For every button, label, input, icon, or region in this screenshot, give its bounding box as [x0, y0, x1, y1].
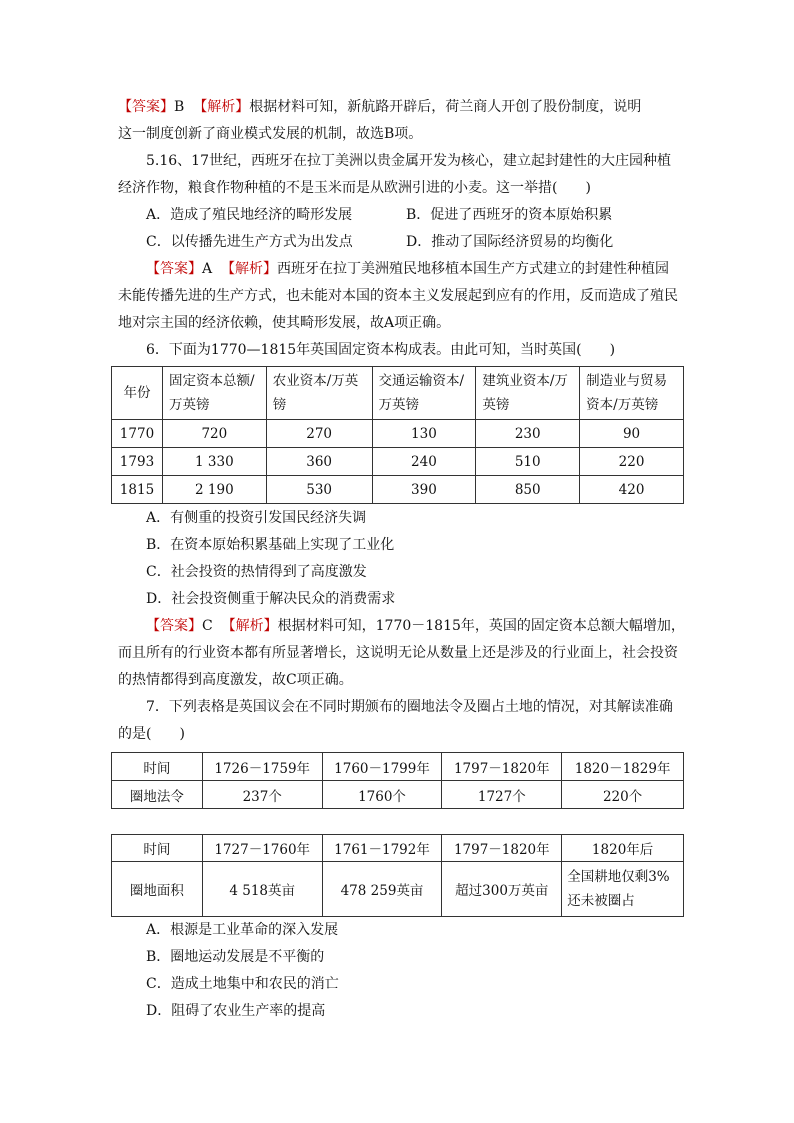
header-cell: 1727－1760年 — [202, 835, 322, 862]
analysis-text: 根据材料可知，1770－1815年，英国的固定资本总额大幅增加， — [277, 618, 685, 634]
table-row — [112, 476, 684, 504]
analysis-text: 根据材料可知，新航路开辟后，荷兰商人开创了股份制度，说明 — [249, 99, 642, 115]
table-cell: 圈地面积 — [112, 862, 203, 917]
q6-capital-table — [111, 366, 684, 504]
q5-option-a: A．造成了殖民地经济的畸形发展 — [146, 207, 353, 223]
q6-answer-line-1 — [146, 615, 706, 637]
q7-enclosure-area-table — [111, 834, 684, 917]
header-cell: 时间 — [112, 835, 203, 862]
table-cell: 478 259英亩 — [322, 862, 442, 917]
header-cell: 1761－1792年 — [322, 835, 442, 862]
q5-answer-line-3: 地对宗主国的经济依赖，使其畸形发展，故A项正确。 — [118, 315, 451, 331]
table-cell: 1793 — [112, 448, 163, 476]
table-cell: 390 — [372, 476, 476, 504]
table-cell: 850 — [476, 476, 580, 504]
table-cell: 圈地法令 — [112, 781, 203, 809]
q6-answer-line-3: 的热情都得到高度激发，故C项正确。 — [118, 672, 353, 688]
header-cell: 1797－1820年 — [442, 753, 562, 781]
answer-tag: 【答案】 — [146, 261, 202, 277]
q5-option-d: D．推动了国际经济贸易的均衡化 — [406, 234, 614, 250]
q4-answer-line-1 — [118, 96, 678, 118]
table-cell: 1815 — [112, 476, 163, 504]
table-cell: 全国耕地仅剩3% 还未被圈占 — [562, 862, 684, 917]
table-cell: 130 — [372, 420, 476, 448]
table-cell: 237个 — [202, 781, 322, 809]
q7-option-c: C．造成土地集中和农民的消亡 — [146, 976, 339, 992]
answer-letter: C — [202, 618, 213, 634]
answer-tag: 【答案】 — [146, 618, 202, 634]
header-cell: 1820－1829年 — [562, 753, 684, 781]
q5-answer-line-2: 未能传播先进的生产方式，也未能对本国的资本主义发展起到应有的作用，反而造成了殖民 — [118, 288, 678, 304]
table-cell: 1760个 — [322, 781, 442, 809]
header-cell: 1797－1820年 — [442, 835, 562, 862]
q5-stem-line-1: 5.16、17世纪，西班牙在拉丁美洲以贵金属开发为核心，建立起封建性的大庄园种植 — [146, 153, 671, 169]
header-cell: 年份 — [112, 367, 163, 420]
table-cell: 240 — [372, 448, 476, 476]
q6-option-d: D．社会投资侧重于解决民众的消费需求 — [146, 591, 396, 607]
table-header-row — [112, 753, 684, 781]
q6-answer-line-2: 而且所有的行业资本都有所显著增长，这说明无论从数量上还是涉及的行业面上，社会投资 — [118, 645, 678, 661]
table-header-row — [112, 367, 684, 420]
q5-option-b: B．促进了西班牙的资本原始积累 — [406, 207, 613, 223]
analysis-tag: 【解析】 — [221, 618, 278, 634]
table-cell: 1727个 — [442, 781, 562, 809]
table-cell: 220 — [580, 448, 684, 476]
q6-option-c: C．社会投资的热情得到了高度激发 — [146, 564, 367, 580]
header-cell: 1760－1799年 — [322, 753, 442, 781]
header-cell: 制造业与贸易 资本/万英镑 — [580, 367, 684, 420]
q4-answer-line-2: 这一制度创新了商业模式发展的机制，故选B项。 — [118, 126, 423, 142]
answer-letter: B — [174, 99, 185, 115]
table-cell: 4 518英亩 — [202, 862, 322, 917]
header-cell: 交通运输资本/ 万英镑 — [372, 367, 476, 420]
q6-option-a: A．有侧重的投资引发国民经济失调 — [146, 510, 367, 526]
q6-stem: 6．下面为1770—1815年英国固定资本构成表。由此可知，当时英国( ) — [146, 342, 616, 358]
q7-option-d: D．阻碍了农业生产率的提高 — [146, 1003, 326, 1019]
q5-option-c: C．以传播先进生产方式为出发点 — [146, 234, 353, 250]
table-header-row — [112, 835, 684, 862]
answer-letter: A — [202, 261, 213, 277]
table-cell: 2 190 — [162, 476, 266, 504]
table-cell: 220个 — [562, 781, 684, 809]
q7-option-a: A．根源是工业革命的深入发展 — [146, 922, 339, 938]
table-cell: 420 — [580, 476, 684, 504]
q6-option-b: B．在资本原始积累基础上实现了工业化 — [146, 537, 395, 553]
q7-stem-line-2: 的是( ) — [118, 726, 185, 742]
header-cell: 固定资本总额/ 万英镑 — [162, 367, 266, 420]
header-cell: 1726－1759年 — [202, 753, 322, 781]
answer-tag: 【答案】 — [118, 99, 174, 115]
table-cell: 1770 — [112, 420, 163, 448]
table-cell: 510 — [476, 448, 580, 476]
table-cell: 360 — [266, 448, 372, 476]
header-cell: 1820年后 — [562, 835, 684, 862]
table-cell: 1 330 — [162, 448, 266, 476]
header-cell: 农业资本/万英 镑 — [266, 367, 372, 420]
table-cell: 720 — [162, 420, 266, 448]
table-cell: 230 — [476, 420, 580, 448]
header-cell: 建筑业资本/万 英镑 — [476, 367, 580, 420]
table-cell: 90 — [580, 420, 684, 448]
q7-option-b: B．圈地运动发展是不平衡的 — [146, 949, 325, 965]
header-cell: 时间 — [112, 753, 203, 781]
analysis-tag: 【解析】 — [193, 99, 250, 115]
q5-answer-line-1 — [146, 258, 706, 280]
q5-stem-line-2: 经济作物，粮食作物种植的不是玉米而是从欧洲引进的小麦。这一举措( ) — [118, 180, 591, 196]
table-row — [112, 781, 684, 809]
table-cell: 超过300万英亩 — [442, 862, 562, 917]
analysis-tag: 【解析】 — [221, 261, 278, 277]
analysis-text: 西班牙在拉丁美洲殖民地移植本国生产方式建立的封建性种植园 — [277, 261, 670, 277]
q7-stem-line-1: 7．下列表格是英国议会在不同时期颁布的圈地法令及圈占土地的情况，对其解读准确 — [146, 699, 673, 715]
table-row — [112, 420, 684, 448]
q7-enclosure-acts-table — [111, 752, 684, 809]
table-cell: 530 — [266, 476, 372, 504]
table-cell: 270 — [266, 420, 372, 448]
table-row — [112, 862, 684, 917]
table-row — [112, 448, 684, 476]
